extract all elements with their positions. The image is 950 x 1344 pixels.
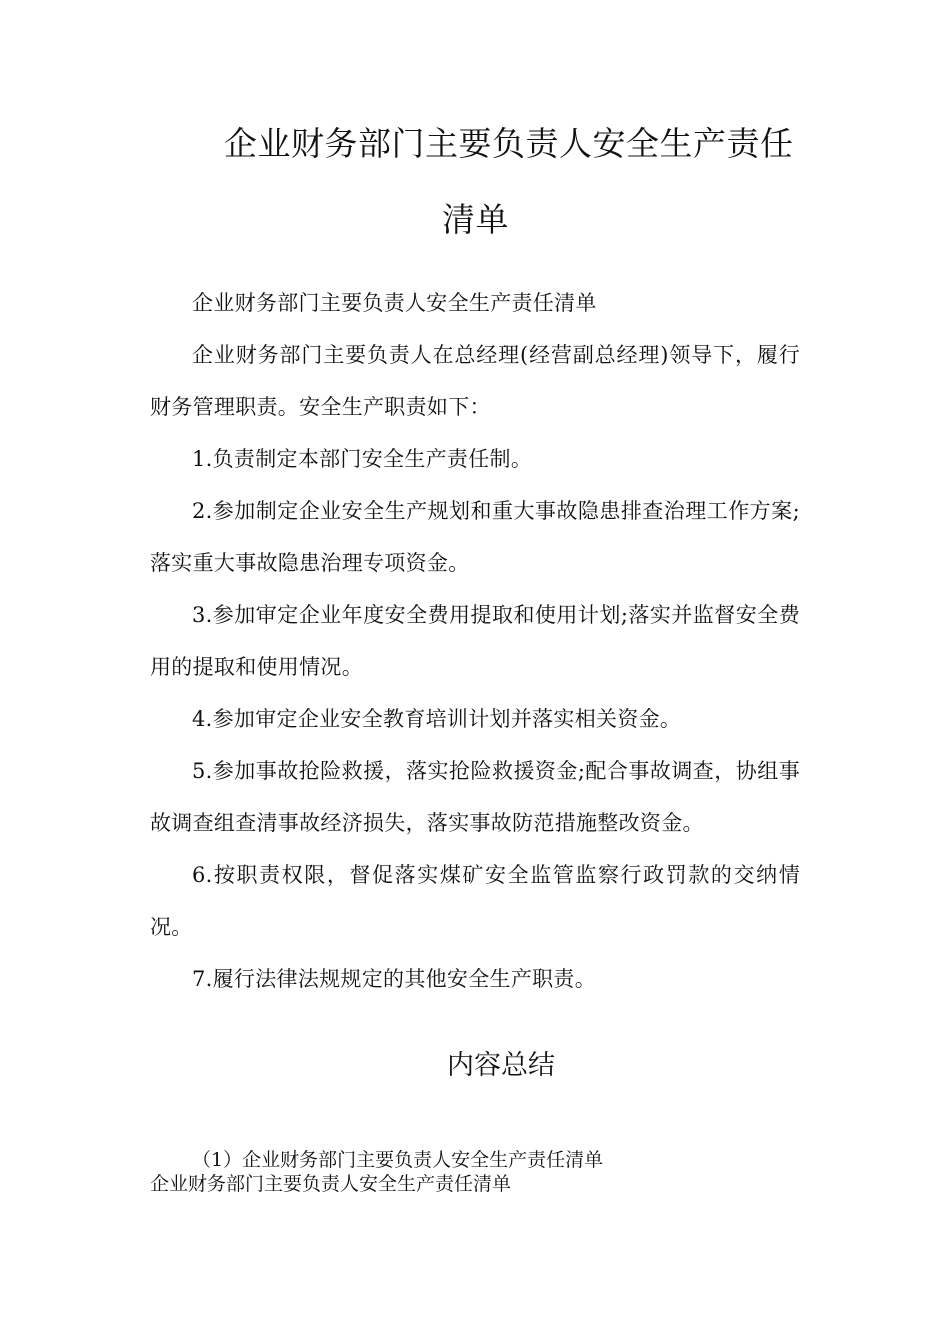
summary-line-1: （1）企业财务部门主要负责人安全生产责任清单 bbox=[192, 1149, 604, 1171]
paragraph-item-6: 6.按职责权限，督促落实煤矿安全监管监察行政罚款的交纳情况。 bbox=[150, 863, 800, 939]
paragraph-item-5: 5.参加事故抢险救援，落实抢险救援资金;配合事故调查，协组事故调查组查清事故经济损失，落实事故防范措施整改资金。 bbox=[150, 759, 800, 835]
document-title-line-1: 企业财务部门主要负责人安全生产责任 bbox=[224, 124, 794, 163]
summary-line-2: 企业财务部门主要负责人安全生产责任清单 bbox=[150, 1173, 512, 1195]
paragraph-item-3: 3.参加审定企业年度安全费用提取和使用计划;落实并监督安全费用的提取和使用情况。 bbox=[150, 603, 800, 679]
summary-text bbox=[150, 1148, 800, 1196]
paragraph-item-4: 4.参加审定企业安全教育培训计划并落实相关资金。 bbox=[192, 707, 682, 731]
paragraph-item-1: 1.负责制定本部门安全生产责任制。 bbox=[192, 447, 533, 471]
document-body bbox=[150, 277, 800, 1005]
paragraph-intro: 企业财务部门主要负责人在总经理(经营副总经理)领导下，履行财务管理职责。安全生产职责如下： bbox=[150, 343, 800, 419]
paragraph-item-2: 2.参加制定企业安全生产规划和重大事故隐患排查治理工作方案;落实重大事故隐患治理专项资金。 bbox=[150, 499, 800, 575]
summary-title: 内容总结 bbox=[447, 1050, 555, 1081]
paragraph-heading: 企业财务部门主要负责人安全生产责任清单 bbox=[192, 291, 597, 315]
paragraph-item-7: 7.履行法律法规规定的其他安全生产职责。 bbox=[192, 967, 597, 991]
document-title-line-2: 清单 bbox=[442, 200, 509, 239]
